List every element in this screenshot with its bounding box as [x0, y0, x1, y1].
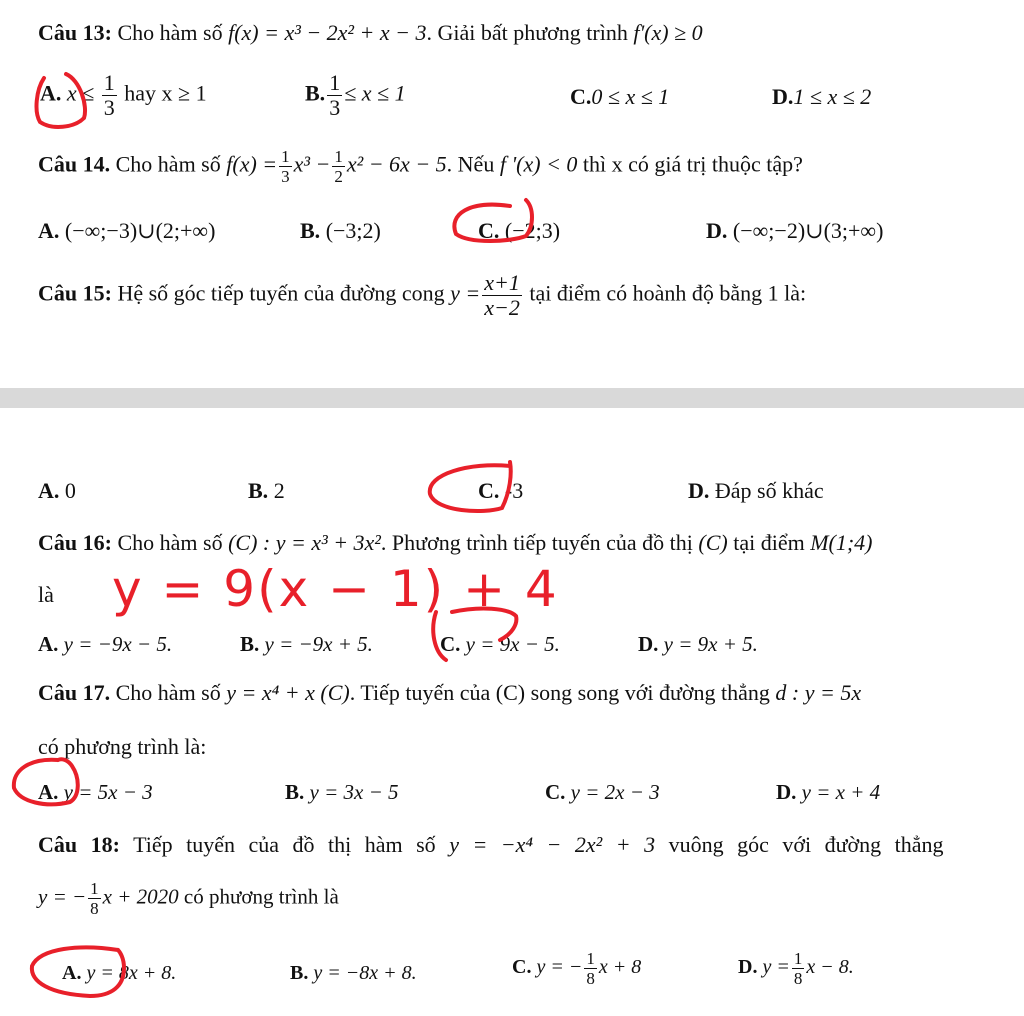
q15-option-a: A. 0	[38, 478, 76, 503]
q13-label: Câu 13:	[38, 20, 112, 45]
q16-option-d: D. y = 9x + 5.	[638, 632, 758, 656]
q16-handwriting: y = 9(x − 1) + 4	[112, 560, 559, 618]
q18-line2: y = − $\frac{1}{8}$ x + 2020 có phương trình là	[38, 879, 339, 918]
q18-option-b: B. y = −8x + 8.	[290, 962, 417, 984]
q14-option-c: C. (−2;3)	[478, 218, 561, 243]
q16-option-a: A. y = −9x − 5.	[38, 632, 173, 656]
q16-option-b: B. y = −9x + 5.	[240, 632, 373, 656]
q13-option-b: B. $\frac{1}{3}$ ≤ x ≤ 1	[305, 70, 406, 120]
q15-option-c: C. -3	[478, 478, 524, 503]
q16-option-c: C. y = 9x − 5.	[440, 632, 560, 656]
q14-option-a: A. (−∞;−3)∪(2;+∞)	[38, 218, 216, 243]
q17-option-d: D. y = x + 4	[776, 780, 881, 804]
q15-stem: Câu 15: Hệ số góc tiếp tuyến của đường cong y = $\frac{x+1}{x-2}$ tại điểm có hoành độ bằng 1 là:	[38, 270, 807, 320]
q14-option-b: B. (−3;2)	[300, 218, 381, 243]
q13-option-a: A. x ≤ $\frac{1}{3}$ hay x ≥ 1	[40, 70, 207, 120]
q13-function: f(x) = x³ − 2x² + x − 3	[228, 20, 427, 45]
q15-option-b: B. 2	[248, 478, 285, 503]
q15-option-d: D. Đáp số khác	[688, 478, 824, 503]
q13-text: Cho hàm số	[117, 20, 223, 45]
q17-option-c: C. y = 2x − 3	[545, 780, 660, 804]
q13-option-d: D.1 ≤ x ≤ 2	[772, 84, 872, 109]
q13-condition: f'(x) ≥ 0	[633, 20, 703, 45]
q14-stem: Câu 14. Cho hàm số f(x) = $\frac{1}{3}$ x³ − $\frac{1}{2}$ x² − 6x − 5. Nếu f '(x) < 0 thì x có giá trị thuộc tập?	[38, 147, 803, 186]
q14-label: Câu 14.	[38, 151, 111, 177]
q18-stem: Câu 18: Tiếp tuyến của đồ thị hàm số y = −x⁴ − 2x² + 3 vuông góc với đường thẳng	[38, 832, 944, 857]
q18-option-a: A. y = 8x + 8.	[62, 962, 177, 984]
q14-option-d: D. (−∞;−2)∪(3;+∞)	[706, 218, 884, 243]
q17-stem: Câu 17. Cho hàm số y = x⁴ + x (C). Tiếp tuyến của (C) song song với đường thẳng d : y = 5x	[38, 680, 862, 705]
page-divider	[0, 388, 1024, 408]
q17-option-a: A. y = 5x − 3	[38, 780, 153, 804]
q17-line2: có phương trình là:	[38, 734, 207, 759]
q18-option-c: C. y = − $\frac{1}{8}$ x + 8	[512, 949, 642, 988]
q18-option-d: D. y = $\frac{1}{8}$ x − 8.	[738, 949, 854, 988]
q13-tail: . Giải bất phương trình	[426, 20, 628, 45]
q13-stem	[38, 20, 1024, 46]
q17-option-b: B. y = 3x − 5	[285, 780, 399, 804]
q16-stem: Câu 16: Cho hàm số (C) : y = x³ + 3x². Phương trình tiếp tuyến của đồ thị (C) tại điểm M(1;4)	[38, 530, 873, 555]
q13-option-c: C.0 ≤ x ≤ 1	[570, 84, 670, 109]
q16-la: là	[38, 582, 54, 607]
